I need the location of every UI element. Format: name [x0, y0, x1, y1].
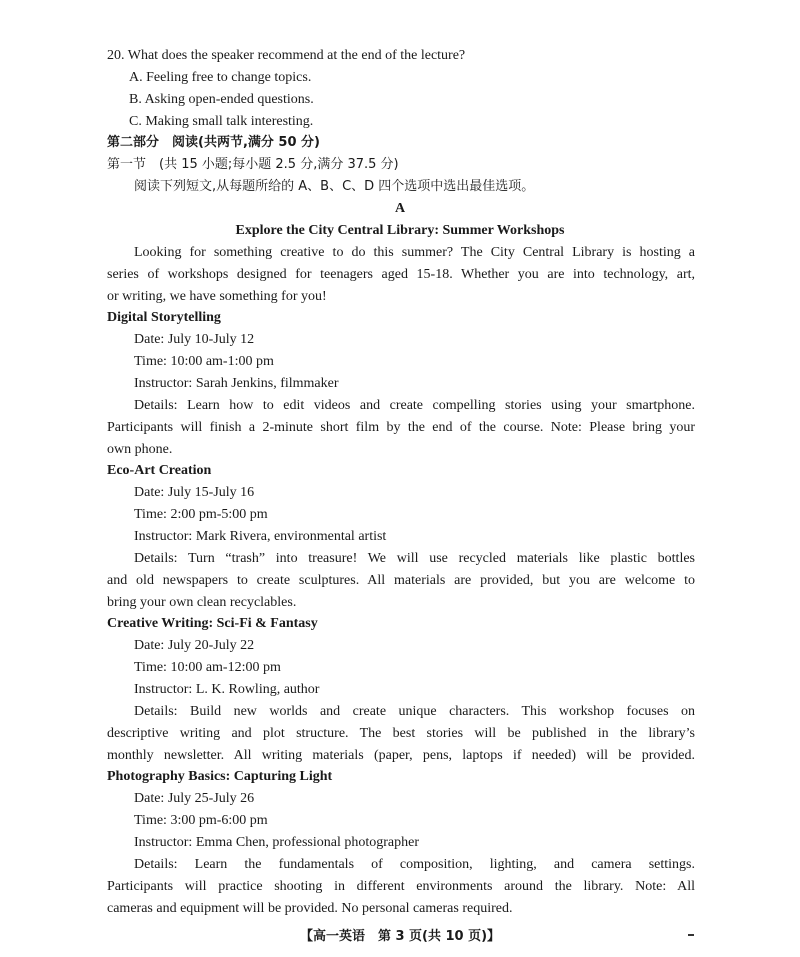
workshop-4-details-line-2: Participants will practice shooting in different environments around the library. Note: All: [107, 879, 695, 894]
page-footer: 【高一英语 第 3 页(共 10 页)】: [299, 929, 501, 944]
workshop-3-details-line-3: monthly newsletter. All writing materials (paper, pens, laptops if needed) will be provided.: [107, 748, 695, 763]
workshop-1-instructor: Instructor: Sarah Jenkins, filmmaker: [134, 376, 339, 391]
workshop-4-details-line-1: Details: Learn the fundamentals of composition, lighting, and camera settings.: [134, 857, 695, 872]
workshop-1-name: Digital Storytelling: [107, 310, 221, 325]
workshop-3-instructor: Instructor: L. K. Rowling, author: [134, 682, 320, 697]
intro-line-2: series of workshops designed for teenagers aged 15-18. Whether you are into technology, art,: [107, 267, 695, 282]
workshop-3-time: Time: 10:00 am-12:00 pm: [134, 660, 281, 675]
workshop-1-details-line-3: own phone.: [107, 442, 173, 457]
workshop-1-date: Date: July 10-July 12: [134, 332, 255, 347]
workshop-2-details-line-2: and old newspapers to create sculptures. All materials are provided, but you are welcome to: [107, 573, 695, 588]
question-20-option-b: B. Asking open-ended questions.: [129, 92, 314, 107]
workshop-2-details-line-3: bring your own clean recyclables.: [107, 595, 297, 610]
workshop-3-details-line-2: descriptive writing and plot structure. The best stories will be published in the library’s: [107, 726, 695, 741]
question-20-option-a: A. Feeling free to change topics.: [129, 70, 312, 85]
workshop-2-details-line-1: Details: Turn “trash” into treasure! We will use recycled materials like plastic bottles: [134, 551, 695, 566]
question-20-stem: 20. What does the speaker recommend at the end of the lecture?: [107, 48, 466, 63]
workshop-2-date: Date: July 15-July 16: [134, 485, 255, 500]
intro-line-1: Looking for something creative to do this summer? The City Central Library is hosting a: [134, 245, 695, 260]
workshop-2-instructor: Instructor: Mark Rivera, environmental artist: [134, 529, 387, 544]
workshop-4-instructor: Instructor: Emma Chen, professional photographer: [134, 835, 419, 850]
intro-line-3: or writing, we have something for you!: [107, 289, 327, 304]
workshop-2-name: Eco-Art Creation: [107, 463, 212, 478]
workshop-4-time: Time: 3:00 pm-6:00 pm: [134, 813, 268, 828]
section-2-part-1-heading: 第一节 (共 15 小题;每小题 2.5 分,满分 37.5 分): [107, 157, 399, 172]
section-2-heading: 第二部分 阅读(共两节,满分 50 分): [107, 135, 320, 150]
question-20-option-c: C. Making small talk interesting.: [129, 114, 314, 129]
workshop-1-details-line-1: Details: Learn how to edit videos and create compelling stories using your smartphone.: [134, 398, 695, 413]
corner-mark: [688, 934, 694, 936]
workshop-3-name: Creative Writing: Sci-Fi & Fantasy: [107, 616, 318, 631]
passage-letter: A: [394, 201, 406, 216]
workshop-4-name: Photography Basics: Capturing Light: [107, 769, 333, 784]
workshop-1-time: Time: 10:00 am-1:00 pm: [134, 354, 274, 369]
passage-title: Explore the City Central Library: Summer Workshops: [235, 223, 565, 238]
workshop-3-details-line-1: Details: Build new worlds and create unique characters. This workshop focuses on: [134, 704, 695, 719]
workshop-3-date: Date: July 20-July 22: [134, 638, 255, 653]
workshop-2-time: Time: 2:00 pm-5:00 pm: [134, 507, 268, 522]
workshop-4-date: Date: July 25-July 26: [134, 791, 255, 806]
workshop-4-details-line-3: cameras and equipment will be provided. No personal cameras required.: [107, 901, 513, 916]
workshop-1-details-line-2: Participants will finish a 2-minute short film by the end of the course. Note: Please bring your: [107, 420, 695, 435]
reading-instruction: 阅读下列短文,从每题所给的 A、B、C、D 四个选项中选出最佳选项。: [134, 179, 535, 194]
